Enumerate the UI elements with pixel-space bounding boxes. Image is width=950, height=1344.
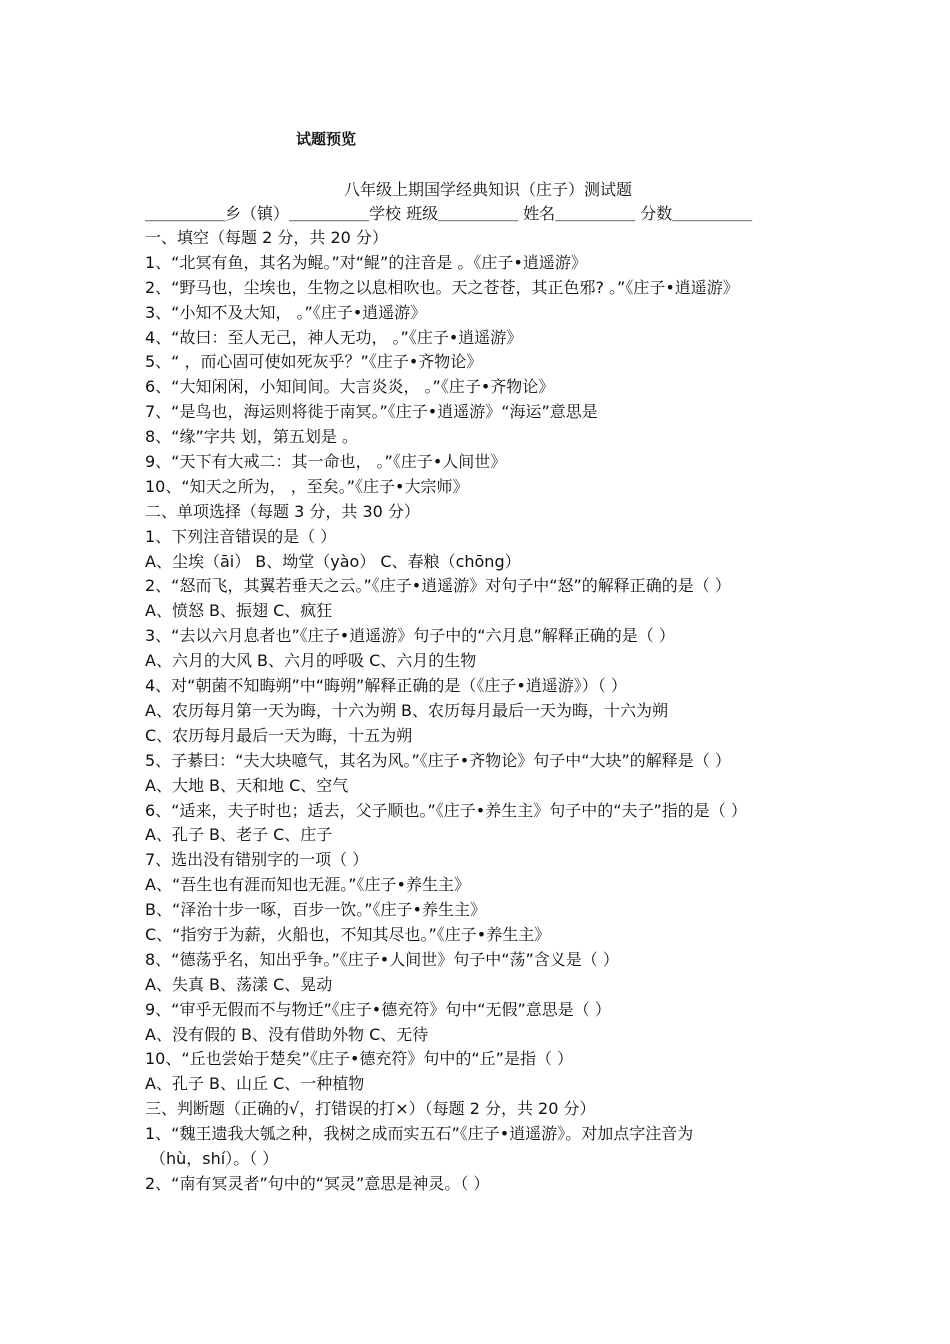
fill-blank-question: 6、“大知闲闲，小知间间。大言炎炎， 。”《庄子•齐物论》 bbox=[145, 377, 555, 397]
choice-options: A、农历每月第一天为晦，十六为朔 B、农历每月最后一天为晦，十六为朔 bbox=[145, 700, 669, 720]
judgment-question: 1、“魏王遗我大瓠之种，我树之成而实五石”《庄子•逍遥游》。对加点字注音为 bbox=[145, 1124, 694, 1144]
choice-options: A、六月的大风 B、六月的呼吸 C、六月的生物 bbox=[145, 651, 477, 671]
fill-blank-question: 8、“缘”字共 划，第五划是 。 bbox=[145, 427, 358, 447]
choice-question: 6、“适来，夫子时也；适去，父子顺也。”《庄子•养生主》句子中的“夫子”指的是（ ） bbox=[145, 800, 747, 820]
choice-question: 4、对“朝菌不知晦朔”中“晦朔”解释正确的是（《庄子•逍遥游》）（ ） bbox=[145, 676, 627, 696]
choice-question: 8、“德荡乎名，知出乎争。”《庄子•人间世》句子中“荡”含义是（ ） bbox=[145, 949, 619, 969]
choice-question: 9、“审乎无假而不与物迁”《庄子•德充符》句中“无假”意思是（ ） bbox=[145, 999, 611, 1019]
fill-blank-question: 1、“北冥有鱼，其名为鲲。”对“鲲”的注音是 。《庄子•逍遥游》 bbox=[145, 252, 587, 272]
choice-question: 5、子綦曰：“夫大块噫气，其名为风。”《庄子•齐物论》句子中“大块”的解释是（ ） bbox=[145, 750, 731, 770]
preview-title: 试题预览 bbox=[296, 130, 357, 148]
section-heading: 三、判断题（正确的√，打错误的打×）（每题 2 分，共 20 分） bbox=[145, 1099, 596, 1119]
fill-blank-question: 3、“小知不及大知， 。”《庄子•逍遥游》 bbox=[145, 302, 427, 322]
choice-options: A、失真 B、荡漾 C、晃动 bbox=[145, 974, 333, 994]
choice-question: 1、下列注音错误的是（ ） bbox=[145, 526, 337, 546]
fill-blank-question: 4、“故曰：至人无己，神人无功， 。”《庄子•逍遥游》 bbox=[145, 327, 523, 347]
choice-question: 2、“怒而飞，其翼若垂天之云。”《庄子•逍遥游》对句子中“怒”的解释正确的是（ ） bbox=[145, 576, 731, 596]
fill-blank-question: 5、“ ，而心固可使如死灰乎？”《庄子•齐物论》 bbox=[145, 352, 483, 372]
choice-options: A、愤怒 B、振翅 C、疯狂 bbox=[145, 601, 333, 621]
judgment-question: 2、“南有冥灵者”句中的“冥灵”意思是神灵。（ ） bbox=[145, 1173, 490, 1193]
question-body bbox=[145, 226, 813, 1197]
choice-question: 10、“丘也尝始于楚矣”《庄子•德充符》句中的“丘”是指（ ） bbox=[145, 1049, 574, 1069]
fill-blank-question: 2、“野马也，尘埃也，生物之以息相吹也。天之苍苍，其正色邪? 。”《庄子•逍遥游》 bbox=[145, 277, 739, 297]
choice-options: A、大地 B、天和地 C、空气 bbox=[145, 775, 349, 795]
choice-options: A、孔子 B、老子 C、庄子 bbox=[145, 825, 333, 845]
section-heading: 二、单项选择（每题 3 分，共 30 分） bbox=[145, 501, 420, 521]
choice-options: A、孔子 B、山丘 C、一种植物 bbox=[145, 1074, 365, 1094]
section-heading: 一、填空（每题 2 分，共 20 分） bbox=[145, 228, 388, 247]
paper-title: 八年级上期国学经典知识（庄子）测试题 bbox=[343, 180, 632, 199]
choice-options: A、没有假的 B、没有借助外物 C、无待 bbox=[145, 1024, 429, 1044]
choice-options: A、“吾生也有涯而知也无涯。”《庄子•养生主》 bbox=[145, 875, 470, 895]
fill-blank-question: 9、“天下有大戒二：其一命也， 。”《庄子•人间世》 bbox=[145, 452, 507, 472]
choice-options: C、农历每月最后一天为晦，十五为朔 bbox=[145, 725, 413, 745]
fill-blank-question: 10、“知天之所为， ，至矣。”《庄子•大宗师》 bbox=[145, 476, 469, 496]
choice-options: B、“泽治十步一啄，百步一饮。”《庄子•养生主》 bbox=[145, 900, 486, 920]
fill-blank-question: 7、“是鸟也，海运则将徙于南冥。”《庄子•逍遥游》“海运”意思是 bbox=[145, 402, 598, 422]
choice-question: 7、选出没有错别字的一项（ ） bbox=[145, 850, 369, 870]
choice-options: A、尘埃（āi） B、坳堂（yào） C、春粮（chōng） bbox=[145, 551, 521, 571]
choice-question: 3、“去以六月息者也”《庄子•逍遥游》句子中的“六月息”解释正确的是（ ） bbox=[145, 626, 675, 646]
student-info-line: ＿＿＿＿＿乡（镇）＿＿＿＿＿学校 班级＿＿＿＿＿ 姓名＿＿＿＿＿ 分数＿＿＿＿＿ bbox=[145, 204, 753, 223]
choice-options: C、“指穷于为薪，火船也，不知其尽也。”《庄子•养生主》 bbox=[145, 924, 551, 944]
judgment-question-continued: （hù，shí）。（ ） bbox=[150, 1148, 279, 1168]
